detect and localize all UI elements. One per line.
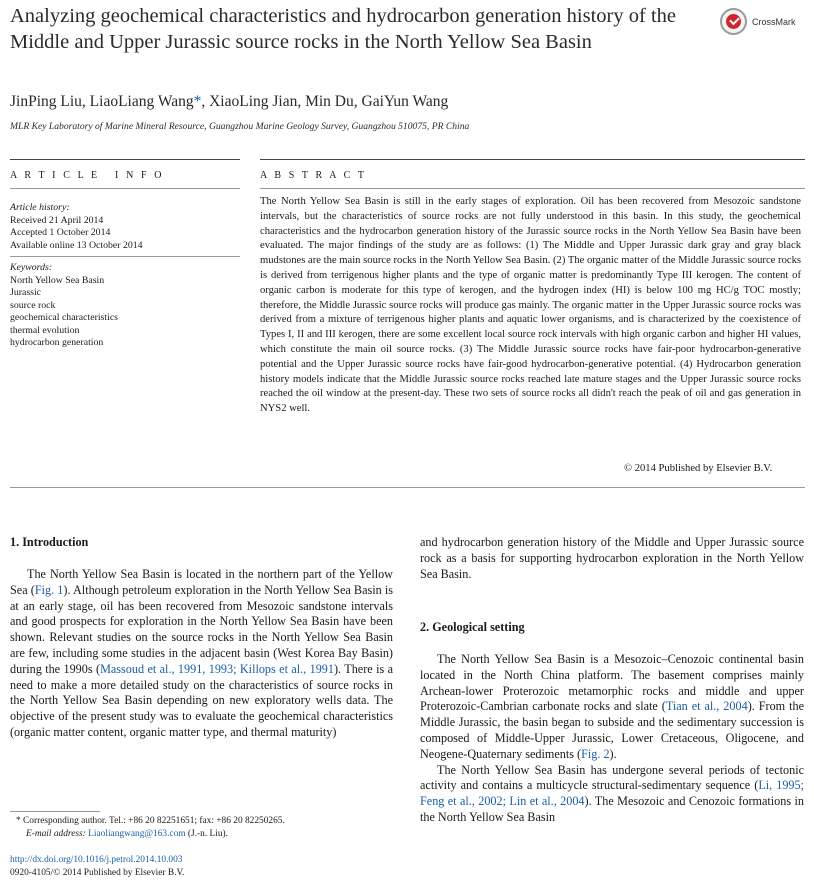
- footnote: [16, 815, 396, 841]
- keyword-item: Jurassic: [10, 287, 42, 298]
- crossmark-label: CrossMark: [752, 16, 796, 27]
- author-list: [10, 92, 448, 112]
- corresponding-author-note: * Corresponding author. Tel.: +86 20 82251651; fax: +86 20 82250265.: [16, 816, 285, 826]
- accepted-date: Accepted 1 October 2014: [10, 227, 111, 238]
- email-label: E-mail address:: [26, 829, 86, 839]
- footnote-rule: [10, 811, 100, 812]
- abstract-heading: A B S T R A C T: [260, 170, 367, 181]
- crossmark-badge[interactable]: [720, 8, 796, 35]
- crossmark-icon: [720, 8, 747, 35]
- figure-link[interactable]: Fig. 1: [34, 582, 64, 597]
- issn-line: 0920-4105/© 2014 Published by Elsevier B.V.: [10, 868, 185, 878]
- article-info-top-rule: [10, 159, 240, 160]
- article-info-divider: [10, 188, 240, 189]
- authors-rest: , XiaoLing Jian, Min Du, GaiYun Wang: [201, 93, 449, 110]
- geological-setting-text: [420, 652, 804, 826]
- abstract-divider: [260, 188, 805, 189]
- citation-link[interactable]: Massoud et al., 1991, 1993; Killops et al., 1991: [100, 661, 334, 676]
- doi-link[interactable]: http://dx.doi.org/10.1016/j.petrol.2014.10.003: [10, 855, 183, 865]
- paper-title: Analyzing geochemical characteristics and hydrocarbon generation history of the Middle and Upper Jurassic source rocks in the North Yellow Sea Basin: [10, 5, 676, 53]
- history-label: Article history:: [10, 202, 70, 213]
- figure-link[interactable]: Fig. 2: [581, 746, 610, 761]
- received-date: Received 21 April 2014: [10, 214, 104, 226]
- keyword-item: hydrocarbon generation: [10, 337, 104, 348]
- article-history: [10, 202, 240, 252]
- front-matter-bottom-rule: [10, 487, 805, 488]
- citation-link[interactable]: Tian et al., 2004: [665, 699, 748, 714]
- history-divider: [10, 256, 240, 257]
- email-suffix: (J.-n. Liu).: [187, 829, 229, 839]
- keyword-item: North Yellow Sea Basin: [10, 274, 105, 286]
- geological-paragraph-2: The North Yellow Sea Basin has undergone several periods of tectonic activity and contains a multicycle structural-sedimentary sequence (Li, 1995; Feng et al., 2002; Lin et al., 2004). The Mesozoic and Cenozoic formations in the North Yellow Sea Basin: [420, 762, 804, 824]
- keyword-item: geochemical characteristics: [10, 312, 118, 323]
- section-heading-geological-setting: 2. Geological setting: [420, 620, 525, 634]
- affiliation: MLR Key Laboratory of Marine Mineral Resource, Guangzhou Marine Geology Survey, Guangzhou 510075, PR China: [10, 121, 470, 132]
- authors-first: JinPing Liu, LiaoLiang Wang: [10, 93, 194, 110]
- abstract-top-rule: [260, 159, 805, 160]
- publication-info: [10, 854, 390, 880]
- keywords-block: [10, 262, 240, 350]
- keywords-label: Keywords:: [10, 262, 53, 273]
- abstract-text: The North Yellow Sea Basin is still in the early stages of exploration. Oil has been recovered from Mesozoic sandstone intervals, but the characteristics of source rocks are not fully understood in this basin. In this study, the geochemical characteristics and the hydrocarbon generation history of the Jurassic source rocks in the North Yellow Sea Basin have been evaluated. The major findings of the study are as follows: (1) The Middle and Upper Jurassic dark gray and gray black mudstones are the main source rocks in the North Yellow Sea Basin. (2) The organic matter of the Middle Jurassic source rocks is derived from terrigenous higher plants and the type of organic matter is predominantly Type III kerogen. The content of organic carbon is moderate for this type of kerogen, and the hydrogen index (HI) is below 100 mg HC/g TOC mostly; therefore, the Middle Jurassic source rocks will produce gas mainly. The organic matter in the Upper Jurassic source rocks was derived from a mixture of terrigenous higher plants and aquatic lower organisms, and is characterized by the coexistence of Types I, II and III kerogen, there are some excellent local source rock intervals with high organic carbon and higher HI values, which constitute the main oil source rocks. (3) The Middle Jurassic source rocks have fair-poor hydrocarbon-generative potential and the Upper Jurassic source rocks have fair-good hydrocarbon-generative potential. (4) Hydrocarbon generation history models indicate that the Middle Jurassic source rocks reached late mature stages and the Upper Jurassic source rocks reached the oil window at the present-day. These two sets of source rocks all didn't reach the peak of oil and gas generation in NYS2 well.: [260, 196, 801, 415]
- online-date: Available online 13 October 2014: [10, 239, 143, 251]
- article-info-heading: A R T I C L E I N F O: [10, 170, 165, 181]
- abstract-copyright: © 2014 Published by Elsevier B.V.: [624, 463, 773, 474]
- section-heading-introduction: 1. Introduction: [10, 535, 89, 549]
- corresponding-author-marker[interactable]: *: [193, 93, 202, 110]
- citation-link[interactable]: Li, 1995; Feng et al., 2002; Lin et al., 2004: [420, 778, 804, 809]
- introduction-paragraph-continued: and hydrocarbon generation history of the Middle and Upper Jurassic source rock as a basis for supporting hydrocarbon exploration in the North Yellow Sea Basin.: [420, 535, 804, 581]
- introduction-paragraph: The North Yellow Sea Basin is located in the northern part of the Yellow Sea (Fig. 1). Although petroleum exploration in the North Yellow Sea Basin is at an early stage, oil has been recovered from Mesozoic sandstone intervals and good prospects for exploration in the North Yellow Sea Basin have been shown. Relevant studies on the source rocks in the North Yellow Sea Basin are few, including some studies in the adjacent basin (West Korea Bay Basin) during the 1990s (Massoud et al., 1991, 1993; Killops et al., 1991). There is a need to make a more detailed study on the characteristics of source rocks in the North Yellow Sea Basin depending on new exploratory wells data. The objective of the present study was to evaluate the geochemical characteristics (organic matter content, organic matter type, and thermal maturity): [10, 567, 394, 739]
- keyword-item: thermal evolution: [10, 324, 80, 336]
- keyword-item: source rock: [10, 299, 56, 311]
- email-link[interactable]: Liaoliangwang@163.com: [88, 829, 186, 839]
- geological-paragraph-1: The North Yellow Sea Basin is a Mesozoic–Cenozoic continental basin located in the North China platform. The basement comprises mainly Archean-lower Proterozoic metamorphic rocks and middle and upper Proterozoic-Cambrian carbonate rocks and slate (Tian et al., 2004). From the Middle Jurassic, the basin began to subside and the sedimentary succession is composed of Middle-Upper Jurassic, Lower Cretaceous, Oligocene, and Neogene-Quaternary sediments (Fig. 2).: [420, 652, 805, 761]
